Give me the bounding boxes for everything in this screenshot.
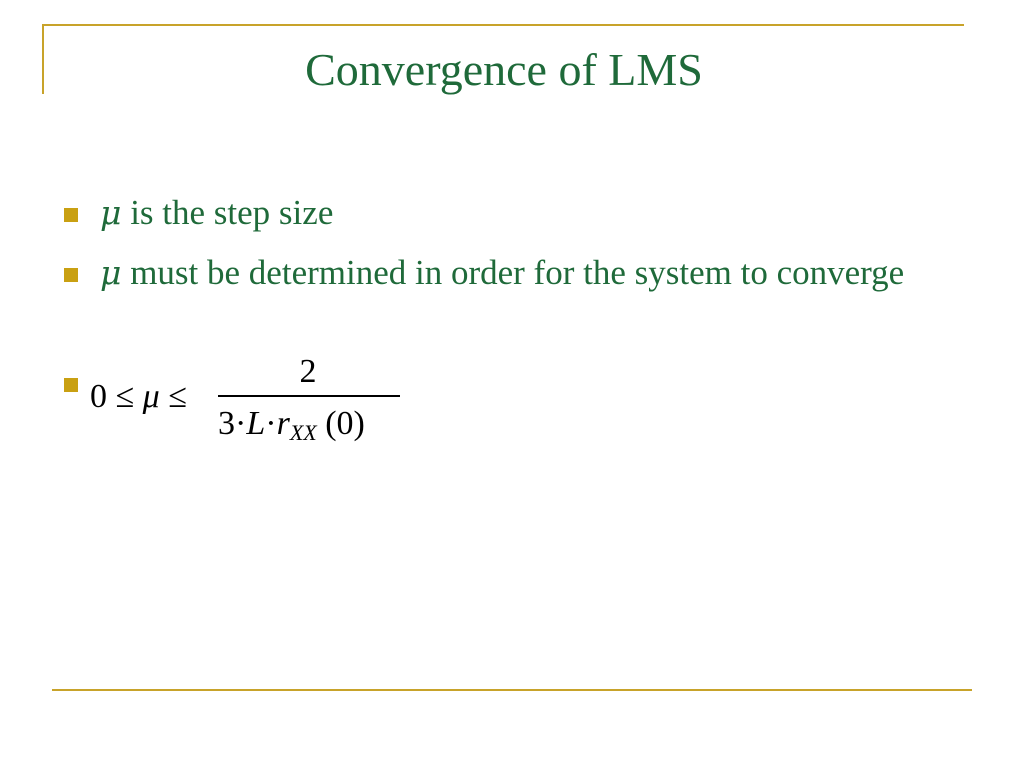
bullet-item-2 — [100, 248, 920, 298]
den-dot-1: · — [235, 405, 247, 442]
den-subscript: XX — [289, 420, 317, 445]
bullet-item-1 — [100, 188, 940, 238]
bullet-2-text: must be determined in order for the system to converge — [121, 253, 905, 292]
formula-zero: 0 — [90, 378, 107, 415]
den-L: L — [246, 405, 266, 442]
formula-denominator — [218, 404, 365, 444]
formula-leq-1: ≤ — [115, 378, 135, 415]
formula-mu: μ — [142, 378, 160, 415]
mu-symbol: μ — [100, 193, 122, 232]
den-three: 3 — [218, 405, 235, 442]
fraction-bar — [218, 395, 400, 397]
slide-title: Convergence of LMS — [305, 44, 703, 95]
top-rule — [42, 24, 964, 26]
bottom-rule — [52, 689, 972, 691]
den-dot-2: · — [265, 405, 277, 442]
den-arg: (0) — [325, 405, 365, 442]
step-size-bound-formula — [90, 352, 410, 452]
formula-numerator: 2 — [299, 353, 317, 390]
mu-symbol: μ — [100, 253, 122, 292]
bullet-1-text: is the step size — [121, 193, 334, 232]
formula-leq-2: ≤ — [168, 378, 187, 415]
bullet-square-icon — [64, 208, 78, 222]
den-r: r — [276, 405, 290, 442]
bullet-square-icon — [64, 268, 78, 282]
bullet-square-icon — [64, 378, 78, 392]
formula-lhs — [90, 374, 187, 420]
